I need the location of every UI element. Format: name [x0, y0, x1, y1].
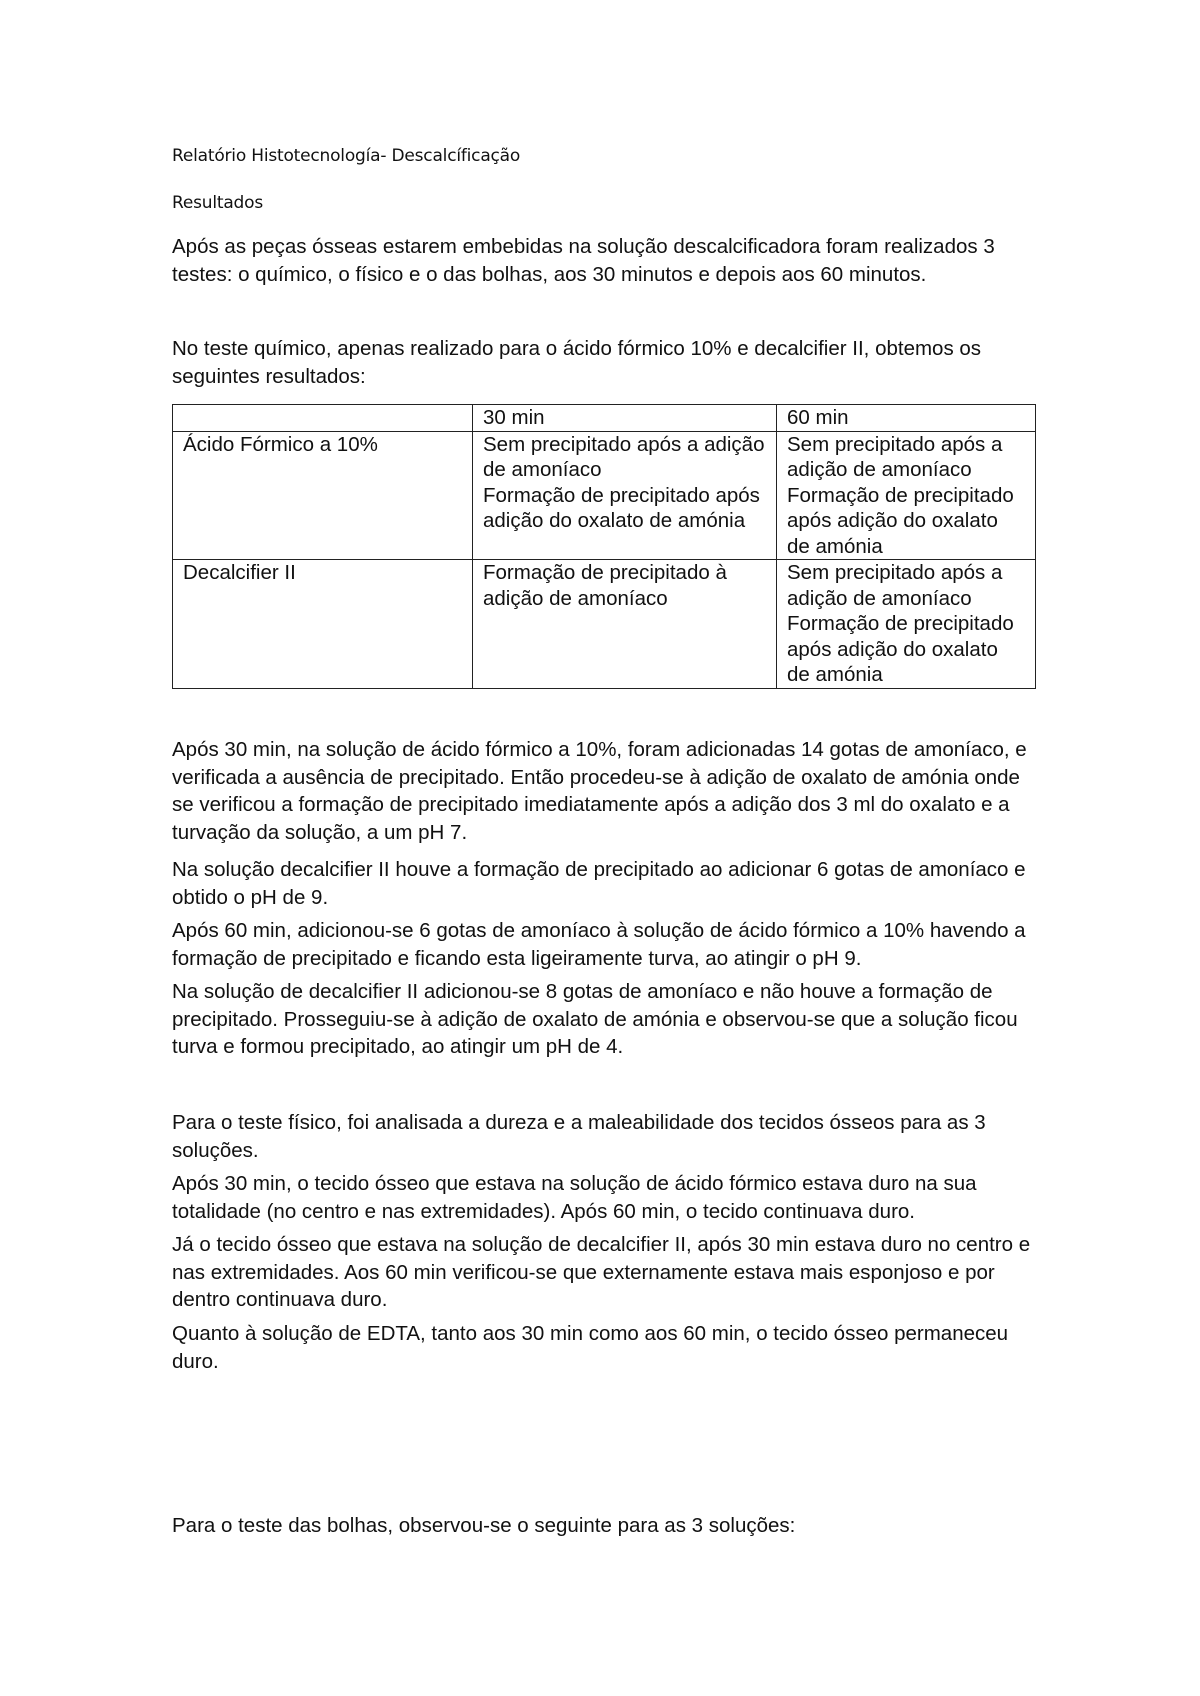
table-row-label: Ácido Fórmico a 10%	[173, 431, 473, 560]
cell-text: Sem precipitado após a adição de amoníaco	[787, 561, 1003, 610]
table-header-cell: 30 min	[473, 405, 777, 432]
table-cell	[473, 560, 777, 689]
physical-paragraph: Após 30 min, o tecido ósseo que estava na solução de ácido fórmico estava duro na sua totalidade (no centro e nas extremidades). Após 60 min, o tecido continuava duro.	[172, 1172, 977, 1223]
cell-text: Formação de precipitado após adição do oxalato de amónia	[483, 483, 760, 532]
table-header-row	[173, 405, 1036, 432]
cell-text: Sem precipitado após a adição de amoníaco	[787, 432, 1003, 481]
chemical-paragraph: Após 30 min, na solução de ácido fórmico a 10%, foram adicionadas 14 gotas de amoníaco, e verificada a ausência de precipitado. Então procedeu-se à adição de oxalato de amónia onde se verificou a formação de precipitado imediatamente após a adição dos 3 ml do oxalato e a turvação da solução, a um pH 7.	[172, 738, 1027, 844]
bubbles-intro-paragraph: Para o teste das bolhas, observou-se o seguinte para as 3 soluções:	[172, 1514, 796, 1537]
cell-text: Formação de precipitado após adição do oxalato de amónia	[787, 612, 1014, 686]
table-cell	[473, 431, 777, 560]
chemical-paragraph: Na solução de decalcifier II adicionou-se 8 gotas de amoníaco e não houve a formação de precipitado. Prosseguiu-se à adição de oxalato de amónia e observou-se que a solução ficou turva e formou precipitado, ao atingir um pH de 4.	[172, 980, 1018, 1058]
cell-text: Formação de precipitado à adição de amoníaco	[483, 561, 727, 610]
intro-paragraph: Após as peças ósseas estarem embebidas na solução descalcificadora foram realizados 3 testes: o químico, o físico e o das bolhas, aos 30 minutos e depois aos 60 minutos.	[172, 235, 995, 286]
table-cell	[777, 560, 1036, 689]
cell-text: Sem precipitado após a adição de amoníaco	[483, 432, 765, 481]
table-cell	[777, 431, 1036, 560]
table-row	[173, 431, 1036, 560]
cell-text: Formação de precipitado após adição do oxalato de amónia	[787, 483, 1014, 558]
physical-paragraph: Quanto à solução de EDTA, tanto aos 30 min como aos 60 min, o tecido ósseo permaneceu duro.	[172, 1322, 1009, 1373]
document-title: Relatório Histotecnología- Descalcíficação	[172, 146, 521, 166]
table-row	[173, 560, 1036, 689]
table-header-cell	[173, 405, 473, 432]
table-row-label: Decalcifier II	[173, 560, 473, 689]
chemical-paragraph: Após 60 min, adicionou-se 6 gotas de amoníaco à solução de ácido fórmico a 10% havendo a formação de precipitado e ficando esta ligeiramente turva, ao atingir o pH 9.	[172, 919, 1026, 970]
chemical-intro-paragraph: No teste químico, apenas realizado para o ácido fórmico 10% e decalcifier II, obtemos os seguintes resultados:	[172, 337, 982, 388]
section-heading: Resultados	[172, 193, 263, 213]
table-header-cell: 60 min	[777, 405, 1036, 432]
results-table	[172, 404, 1036, 689]
chemical-paragraph: Na solução decalcifier II houve a formação de precipitado ao adicionar 6 gotas de amoníaco e obtido o pH de 9.	[172, 858, 1026, 909]
physical-paragraph: Para o teste físico, foi analisada a dureza e a maleabilidade dos tecidos ósseos para as 3 soluções.	[172, 1111, 986, 1162]
physical-paragraph: Já o tecido ósseo que estava na solução de decalcifier II, após 30 min estava duro no centro e nas extremidades. Aos 60 min verificou-se que externamente estava mais esponjoso e por dentro continuava duro.	[172, 1233, 1031, 1311]
